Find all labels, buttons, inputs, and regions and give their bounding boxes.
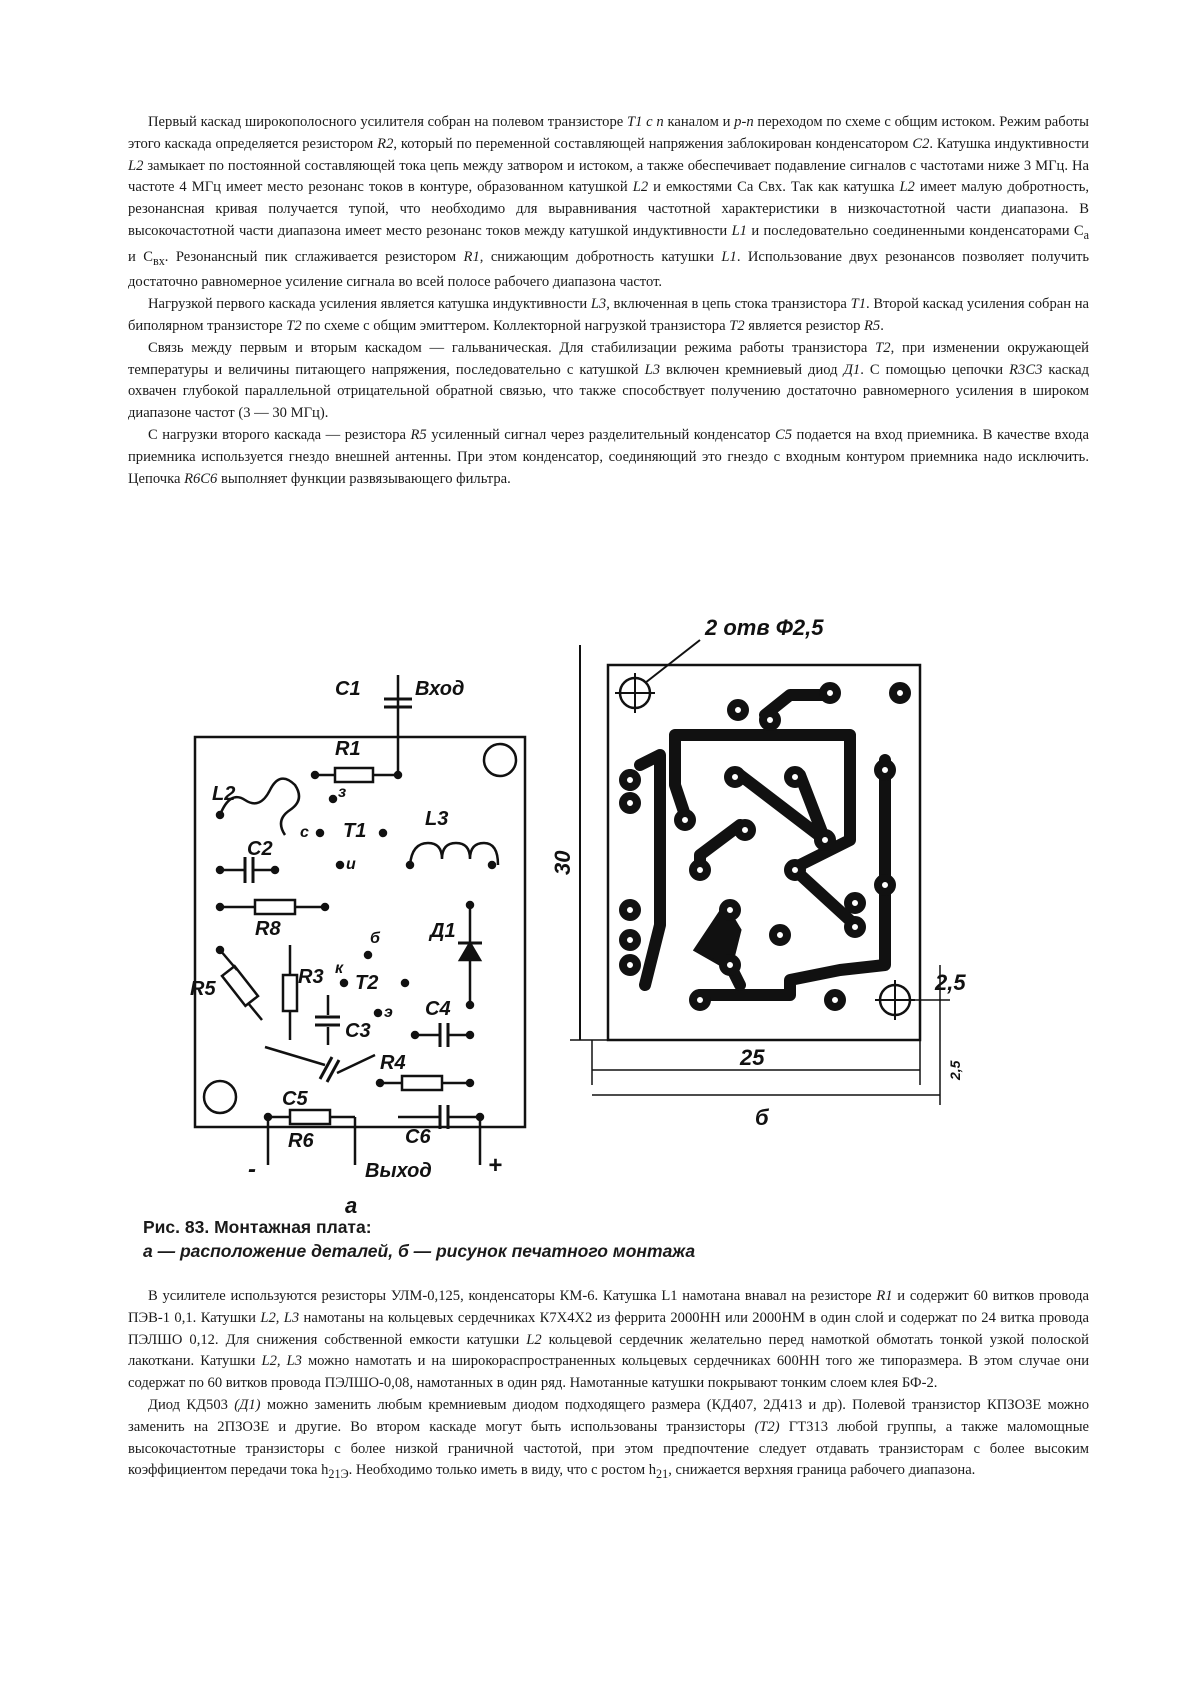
mounting-hole-icon [484,744,516,776]
label-gate: з [338,784,347,801]
mounting-hole-icon [204,1081,236,1113]
label-c5: C5 [282,1088,308,1110]
resistor-r1-icon [335,768,373,782]
paragraphs_top-paragraph-3: Связь между первым и вторым каскадом — гальваническая. Для стабилизации режима работы транзистора T2, при изменении окружающей температуры и величины питающего напряжения, последовательно с катушкой L3 включен кремниевый диод Д1. С помощью цепочки R3C3 каскад охвачен глубокой параллельной отрицательной обратной связью, что также способствует получению достаточно равномерного усиления в широком диапазоне частот (3 — 30 МГц). [128,339,1090,422]
figure-83 [140,615,1100,1225]
panel-b-pcb [570,640,950,1105]
dim-width: 25 [740,1045,765,1070]
figure-drawing [140,615,1100,1225]
paragraphs_top-paragraph-1: Первый каскад широкополосного усилителя собран на полевом транзисторе T1 с n каналом и p-n переходом по схеме с общим истоком. Режим работы этого каскада определяется резистором R2, который по переменной составляющей напряжения заблокирован конденсатором C2. Катушка индуктивности L2 замыкает по постоянной составляющей тока цепь между затвором и истоком, а также обеспечивает подавление сигналов с частотами ниже 3 МГц. На частоте 4 МГц имеет место резонанс токов в контуре, образованном катушкой L2 и емкостями Cа Cвх. Так как катушка L2 имеет малую добротность, резонансная кривая получается тупой, что необходимо для выравнивания частотной характеристики в низкочастотной части диапазона. В высокочастотной части диапазона имеет место резонанс токов между катушкой индуктивности L1 и последовательно соединенными конденсаторами $C_а$ и $C_{вх}$. Резонансный пик сглаживается резистором R1, снижающим добротность катушки L1. Использование двух резонансов позволяет получить достаточно равномерное усиление сигнала во всей полосе рабочего диапазона частот. [128,114,1090,291]
label-emitter: э [384,1004,393,1021]
label-l2: L2 [212,783,236,805]
label-t2: T2 [355,972,379,994]
paragraphs_bottom-paragraph-2: Диод КД503 (Д1) можно заменить любым кремниевым диодом подходящего размера (КД407, 2Д413 и др). Полевой транзистор КПЗОЗЕ можно заменить на 2ПЗОЗЕ и другие. Во втором каскаде могут быть использованы транзисторы (T2) ГТ313 любой группы, а также маломощные высокочастотные транзисторы с более низкой граничной частотой, при этом предпочтение следует отдавать транзисторам с более высоким коэффициентом передачи тока $h_{21Э}$. Необходимо только иметь в виду, что с ростом $h_{21}$, снижается верхняя граница рабочего диапазона. [128,1396,1090,1482]
label-d1: Д1 [430,920,456,942]
resistor-r4-icon [402,1076,442,1090]
label-c3: C3 [345,1020,371,1042]
label-r6: R6 [288,1130,314,1152]
caption-title: Рис. 83. Монтажная плата: [143,1217,372,1237]
holes-label: 2 отв Ф2,5 [705,615,824,640]
label-collector: к [335,960,344,977]
dim-height: 30 [550,850,575,875]
label-source: с [300,824,309,841]
label-base: б [370,930,380,947]
panel-b-letter: б [755,1105,769,1130]
plus-terminal: + [488,1152,503,1179]
label-c2: C2 [247,838,273,860]
paragraphs_top-paragraph-4: С нагрузки второго каскада — резистора R5 усиленный сигнал через разделительный конденсатор C5 подается на вход приемника. В качестве входа приемника используется гнездо внешней антенны. При этом конденсатор, соединяющий это гнездо с входным контуром приемника надо исключить. Цепочка R6C6 выполняет функции развязывающего фильтра. [128,426,1090,487]
label-c1: C1 [335,678,361,700]
resistor-r5-icon [222,966,258,1006]
bottom-text-block [128,1286,1089,1486]
minus-terminal: - [248,1156,256,1183]
label-r1: R1 [335,738,361,760]
label-r8: R8 [255,918,281,940]
output-label: Выход [365,1160,432,1182]
label-t1: T1 [343,820,367,842]
label-r4: R4 [380,1052,406,1074]
paragraphs_top-paragraph-2: Нагрузкой первого каскада усиления является катушка индуктивности L3, включенная в цепь стока транзистора T1. Второй каскад усиления собран на биполярном транзисторе T2 по схеме с общим эмиттером. Коллекторной нагрузкой транзистора T2 является резистор R5. [128,296,1089,334]
label-c4: C4 [425,998,451,1020]
label-l3: L3 [425,808,449,830]
diode-d1-icon [460,943,480,960]
coil-l3-icon [410,843,498,865]
figure-caption [143,1215,1043,1263]
dim-right: 2,5 [935,970,966,995]
input-label: Вход [415,678,465,700]
panel-a-letter: а [345,1193,358,1218]
top-text-block [128,112,1089,490]
resistor-r8-icon [255,900,295,914]
board-outline-a [195,737,525,1127]
label-r5: R5 [190,978,216,1000]
resistor-r3-icon [283,975,297,1011]
resistor-r6-icon [290,1110,330,1124]
label-r3: R3 [298,966,324,988]
paragraphs_bottom-paragraph-1: В усилителе используются резисторы УЛМ-0,125, конденсаторы КМ-6. Катушка L1 намотана внавал на резисторе R1 и содержит 60 витков провода ПЭВ-1 0,1. Катушки L2, L3 намотаны на кольцевых сердечниках К7Х4Х2 из феррита 2000НН или 2000НМ в один слой и содержат по 24 витка провода ПЭЛШО 0,12. Для снижения собственной емкости катушки L2 кольцевой сердечник желательно перед намоткой обмотать тонкой узкой полоской лакоткани. Катушки L2, L3 можно намотать и на широкораспространенных кольцевых сердечниках 600НН того же типоразмера. В этом случае они содержат по 60 витков провода ПЭЛШО-0,08, намотанных в один ряд. Намотанные катушки покрывают тонким слоем клея БФ-2. [128,1288,1090,1392]
panel-a-labels [190,678,502,1218]
label-c6: C6 [405,1126,431,1148]
caption-subtitle: а — расположение деталей, б — рисунок печатного монтажа [143,1241,696,1261]
label-drain: и [346,856,356,873]
dim-bottom-right: 2,5 [947,1060,963,1080]
